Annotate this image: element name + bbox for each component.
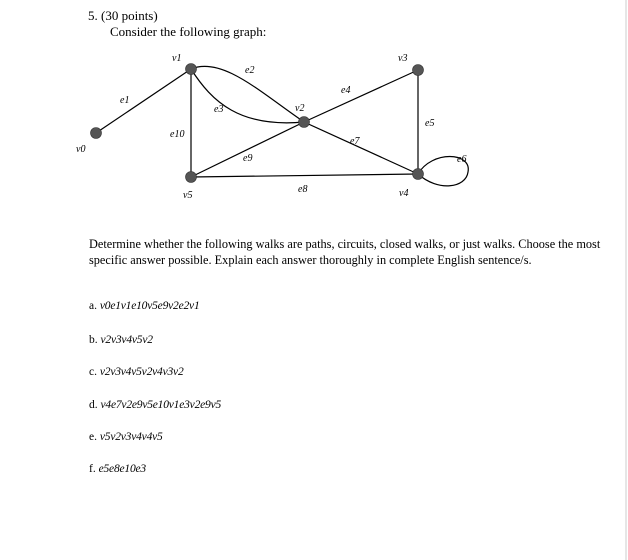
label-v1: v1 — [172, 53, 182, 64]
walk-item — [89, 366, 184, 378]
edge-e7 — [304, 122, 418, 174]
walk-item — [89, 463, 146, 475]
edge-e8 — [191, 174, 418, 177]
vertex-labels — [76, 53, 408, 201]
walk-sequence: v5v2v3v4v4v5 — [99, 431, 163, 443]
walk-item — [89, 300, 200, 312]
vertex-v1 — [186, 64, 197, 75]
walk-label: e. — [89, 431, 97, 443]
graph-edges — [96, 66, 468, 186]
walk-label: c. — [89, 366, 97, 378]
walk-sequence: v2v3v4v5v2v4v3v2 — [99, 366, 184, 378]
walk-item — [89, 431, 163, 443]
edge-e3 — [191, 69, 304, 123]
edge-e4 — [304, 70, 418, 122]
label-e4: e4 — [341, 85, 351, 96]
label-e7: e7 — [350, 136, 360, 147]
problem-number: 5. (30 points) — [88, 8, 158, 23]
label-e9: e9 — [243, 153, 253, 164]
label-e8: e8 — [298, 184, 308, 195]
label-v0: v0 — [76, 144, 86, 155]
label-v4: v4 — [399, 188, 409, 199]
walk-label: f. — [89, 463, 96, 475]
label-e6: e6 — [457, 154, 467, 165]
walk-item — [89, 334, 153, 346]
walk-sequence: v2v3v4v5v2 — [100, 334, 153, 346]
label-v5: v5 — [183, 190, 193, 201]
label-e2: e2 — [245, 65, 255, 76]
label-e1: e1 — [120, 95, 130, 106]
vertex-v2 — [299, 117, 310, 128]
label-e3: e3 — [214, 104, 224, 115]
graph-vertices — [91, 64, 424, 183]
edge-e1 — [96, 69, 191, 133]
walk-item — [89, 399, 221, 411]
walk-label: d. — [89, 399, 98, 411]
vertex-v3 — [413, 65, 424, 76]
vertex-v0 — [91, 128, 102, 139]
edge-e9 — [191, 122, 304, 177]
label-v3: v3 — [398, 53, 408, 64]
instructions-paragraph: Determine whether the following walks are paths, circuits, closed walks, or just walks. Choose the most specific answer possible. Explain each answer thoroughly in complete English sentence/s. — [89, 237, 601, 267]
problem-prompt: Consider the following graph: — [110, 24, 267, 39]
walk-sequence: v0e1v1e10v5e9v2e2v1 — [99, 300, 200, 312]
graph-figure — [0, 0, 628, 230]
walk-sequence: v4e7v2e9v5e10v1e3v2e9v5 — [100, 399, 222, 411]
walk-label: a. — [89, 300, 97, 312]
label-e5: e5 — [425, 118, 435, 129]
walk-sequence: e5e8e10e3 — [98, 463, 146, 475]
vertex-v5 — [186, 172, 197, 183]
vertex-v4 — [413, 169, 424, 180]
walk-label: b. — [89, 334, 98, 346]
label-v2: v2 — [295, 103, 305, 114]
label-e10: e10 — [170, 129, 185, 140]
